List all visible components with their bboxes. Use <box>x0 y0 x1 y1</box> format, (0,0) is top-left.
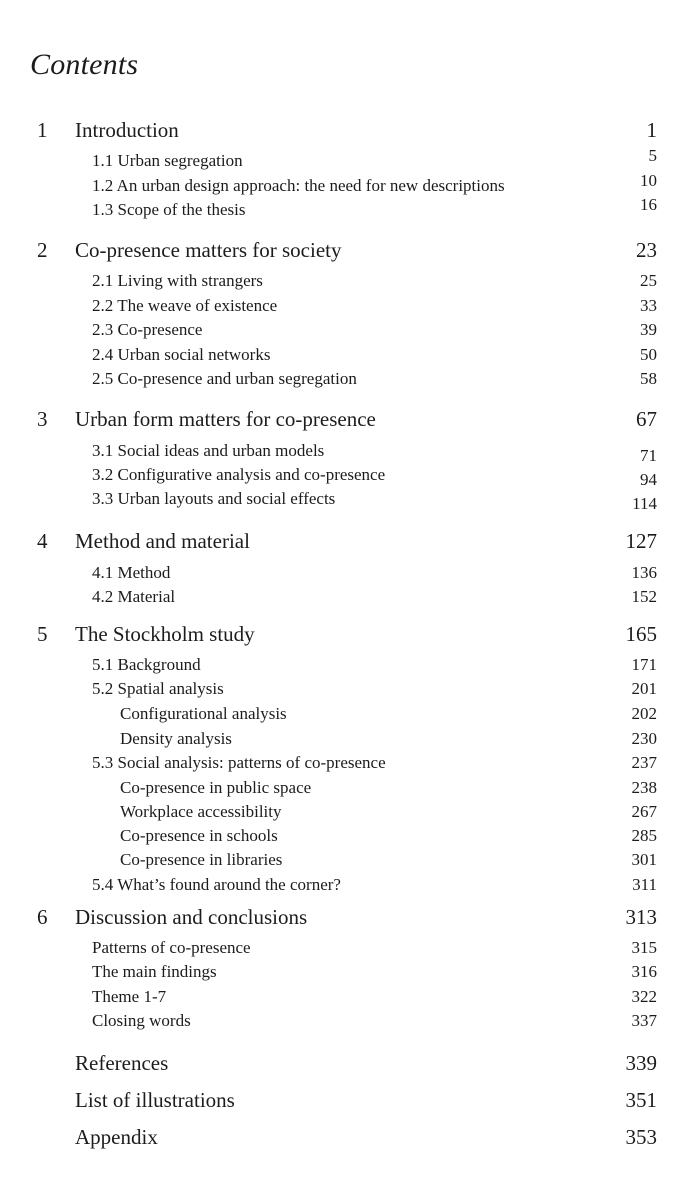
chapter-number: 6 <box>37 905 48 929</box>
toc-subsection[interactable] <box>0 801 697 823</box>
toc-section[interactable] <box>0 488 697 513</box>
section-title: 3.3 Urban layouts and social effects <box>92 489 336 508</box>
toc-section[interactable] <box>0 295 697 317</box>
toc-section[interactable] <box>0 961 697 983</box>
page-number: 1 <box>646 118 657 142</box>
toc-chapter[interactable] <box>0 528 697 554</box>
chapter-number: 5 <box>37 622 48 646</box>
page-number: 39 <box>640 320 657 339</box>
subsection-title: Co-presence in schools <box>120 826 278 845</box>
page-number: 127 <box>625 529 657 553</box>
section-title: 4.2 Material <box>92 587 176 606</box>
chapter-title: Method and material <box>75 529 250 553</box>
toc-backmatter-illustrations[interactable] <box>0 1087 697 1113</box>
page-number: 339 <box>625 1051 657 1075</box>
section-title: 5.4 What’s found around the corner? <box>92 875 341 894</box>
toc-backmatter-appendix[interactable] <box>0 1124 697 1150</box>
toc-subsection[interactable] <box>0 728 697 750</box>
section-title: 5.1 Background <box>92 655 201 674</box>
toc-section[interactable] <box>0 319 697 341</box>
page-number: 353 <box>625 1125 657 1149</box>
page-number: 315 <box>631 938 657 957</box>
page-number: 322 <box>631 987 657 1006</box>
toc-section[interactable] <box>0 986 697 1008</box>
toc-section[interactable] <box>0 937 697 959</box>
page-number: 25 <box>640 271 657 290</box>
page-number: 351 <box>625 1088 657 1112</box>
toc-section[interactable] <box>0 270 697 292</box>
page-number: 94 <box>640 470 657 489</box>
section-title: 2.1 Living with strangers <box>92 271 263 290</box>
page-number: 230 <box>631 729 657 748</box>
section-title: Patterns of co-presence <box>92 938 251 957</box>
page-number: 311 <box>632 875 657 894</box>
page-number: 114 <box>632 494 657 513</box>
subsection-title: Co-presence in public space <box>120 778 312 797</box>
page-number: 23 <box>636 238 657 262</box>
toc-section[interactable] <box>0 146 697 172</box>
page-number: 152 <box>631 587 657 606</box>
section-title: 1.3 Scope of the thesis <box>92 200 246 219</box>
section-title: 5.2 Spatial analysis <box>92 679 224 698</box>
page-number: 313 <box>625 905 657 929</box>
backmatter-title: References <box>75 1051 169 1075</box>
section-title: 2.4 Urban social networks <box>92 345 271 364</box>
toc-section[interactable] <box>0 464 697 489</box>
toc-section[interactable] <box>0 171 697 197</box>
subsection-title: Workplace accessibility <box>120 802 282 821</box>
page-number: 71 <box>640 446 657 465</box>
backmatter-title: List of illustrations <box>75 1088 235 1112</box>
toc-section[interactable] <box>0 368 697 390</box>
page-number: 316 <box>631 962 657 981</box>
section-title: 3.2 Configurative analysis and co-presence <box>92 465 386 484</box>
toc-section[interactable] <box>0 562 697 584</box>
toc-subsection[interactable] <box>0 703 697 725</box>
toc-chapter[interactable] <box>0 621 697 647</box>
toc-section[interactable] <box>0 654 697 676</box>
toc-chapter[interactable] <box>0 237 697 263</box>
toc-subsection[interactable] <box>0 849 697 871</box>
subsection-title: Density analysis <box>120 729 232 748</box>
section-title: 2.2 The weave of existence <box>92 296 278 315</box>
section-title: 1.1 Urban segregation <box>92 151 243 170</box>
page-number: 33 <box>640 296 657 315</box>
page-number: 301 <box>631 850 657 869</box>
section-title: 2.5 Co-presence and urban segregation <box>92 369 357 388</box>
page-number: 171 <box>631 655 657 674</box>
page-number: 201 <box>631 679 657 698</box>
section-title: 4.1 Method <box>92 563 171 582</box>
page-number: 267 <box>631 802 657 821</box>
toc-chapter[interactable] <box>0 904 697 930</box>
toc-section[interactable] <box>0 1010 697 1032</box>
toc-section[interactable] <box>0 752 697 774</box>
toc-chapter[interactable] <box>0 406 697 432</box>
section-title: 3.1 Social ideas and urban models <box>92 441 325 460</box>
section-title: 5.3 Social analysis: patterns of co-presence <box>92 753 386 772</box>
section-title: 2.3 Co-presence <box>92 320 203 339</box>
page-number: 16 <box>640 195 657 214</box>
toc-section[interactable] <box>0 586 697 608</box>
chapter-title: Introduction <box>75 118 179 142</box>
page-number: 337 <box>631 1011 657 1030</box>
toc-subsection[interactable] <box>0 825 697 847</box>
page-number: 238 <box>631 778 657 797</box>
chapter-number: 2 <box>37 238 48 262</box>
page-number: 237 <box>631 753 657 772</box>
chapter-number: 4 <box>37 529 48 553</box>
section-title: The main findings <box>92 962 217 981</box>
page-number: 5 <box>648 146 657 165</box>
page-number: 136 <box>631 563 657 582</box>
page-number: 67 <box>636 407 657 431</box>
page-number: 50 <box>640 345 657 364</box>
toc-section[interactable] <box>0 344 697 366</box>
page-number: 58 <box>640 369 657 388</box>
section-title: 1.2 An urban design approach: the need for new descriptions <box>92 176 505 195</box>
toc-chapter[interactable] <box>0 117 697 143</box>
chapter-title: Urban form matters for co-presence <box>75 407 376 431</box>
page-number: 285 <box>631 826 657 845</box>
page-number: 165 <box>625 622 657 646</box>
chapter-title: Co-presence matters for society <box>75 238 342 262</box>
chapter-title: The Stockholm study <box>75 622 255 646</box>
chapter-number: 1 <box>37 118 48 142</box>
toc-section[interactable] <box>0 440 697 465</box>
subsection-title: Co-presence in libraries <box>120 850 283 869</box>
backmatter-title: Appendix <box>75 1125 158 1149</box>
toc-section[interactable] <box>0 874 697 896</box>
section-title: Theme 1-7 <box>92 987 167 1006</box>
subsection-title: Configurational analysis <box>120 704 287 723</box>
page-number: 202 <box>631 704 657 723</box>
chapter-title: Discussion and conclusions <box>75 905 308 929</box>
chapter-number: 3 <box>37 407 48 431</box>
section-title: Closing words <box>92 1011 191 1030</box>
toc-backmatter-references[interactable] <box>0 1050 697 1076</box>
page-number: 10 <box>640 171 657 190</box>
toc-section[interactable] <box>0 678 697 700</box>
toc-section[interactable] <box>0 195 697 221</box>
toc-subsection[interactable] <box>0 777 697 799</box>
page-title: Contents <box>30 48 139 81</box>
